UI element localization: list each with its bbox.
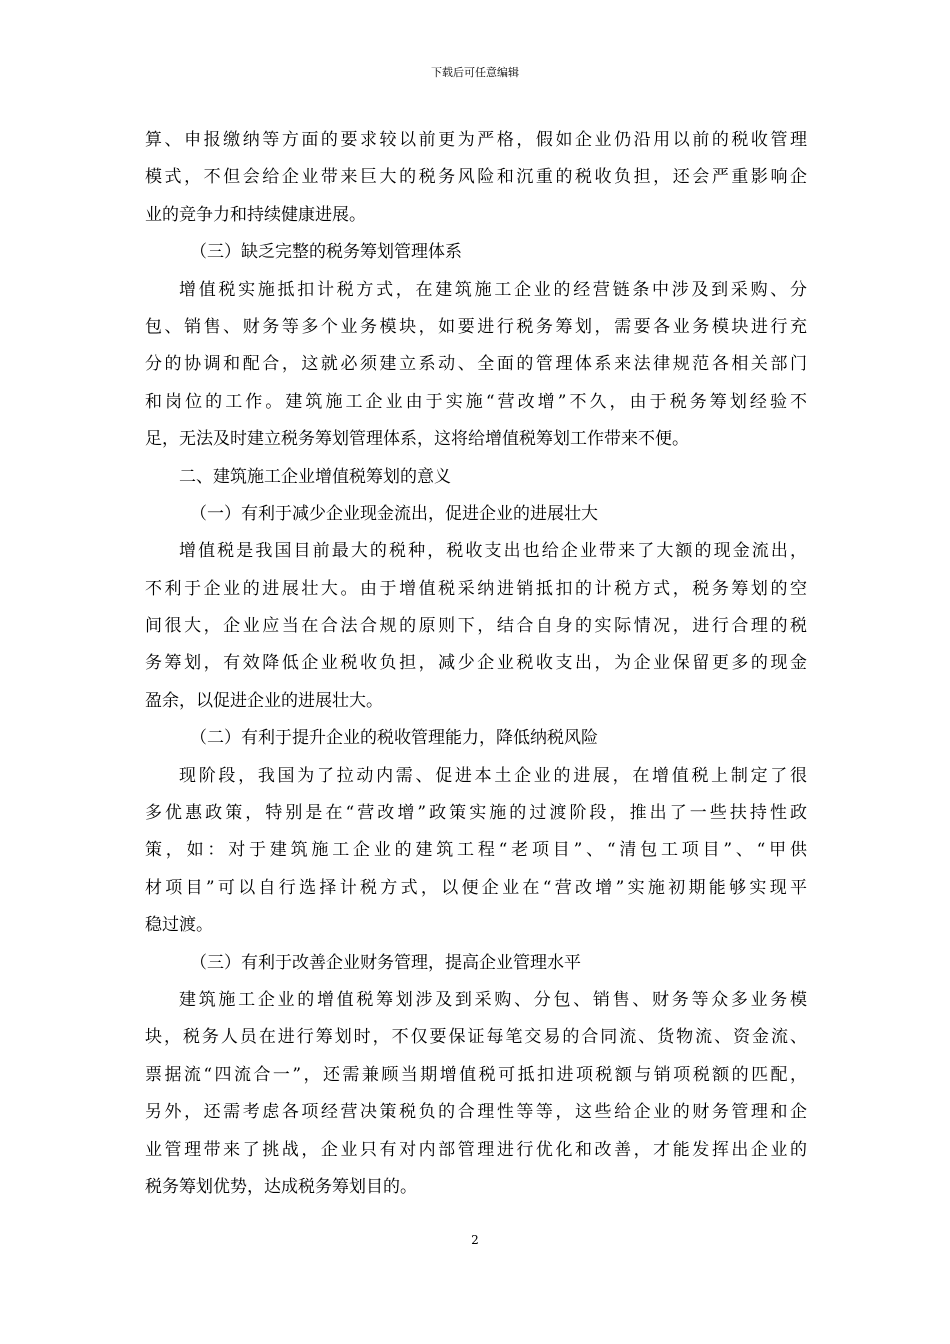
section-heading: 二、建筑施工企业增值税筹划的意义 [179, 466, 451, 487]
body-text-line: 建筑施工企业的增值税筹划涉及到采购、分包、销售、财务等众多业务模 [179, 989, 807, 1010]
body-text-line: 务筹划，有效降低企业税收负担，减少企业税收支出，为企业保留更多的现金 [145, 653, 807, 674]
body-text-line: 包、销售、财务等多个业务模块，如要进行税务筹划，需要各业务模块进行充 [145, 316, 807, 337]
body-text-line: 间很大，企业应当在合法合规的原则下，结合自身的实际情况，进行合理的税 [145, 616, 807, 637]
body-text-line: 税务筹划优势，达成税务筹划目的。 [145, 1176, 417, 1197]
body-text-line: 业管理带来了挑战，企业只有对内部管理进行优化和改善，才能发挥出企业的 [145, 1139, 807, 1160]
body-text-line: 业的竞争力和持续健康进展。 [145, 204, 366, 225]
section-heading: （三）缺乏完整的税务筹划管理体系 [190, 242, 462, 263]
document-body [145, 122, 807, 1206]
body-text-line: 模式，不但会给企业带来巨大的税务风险和沉重的税收负担，还会严重影响企 [145, 167, 807, 188]
body-text-line: 现阶段，我国为了拉动内需、促进本土企业的进展，在增值税上制定了很 [179, 765, 807, 786]
section-heading: （二）有利于提升企业的税收管理能力，降低纳税风险 [190, 728, 598, 749]
body-text-line: 和岗位的工作。建筑施工企业由于实施“营改增”不久，由于税务筹划经验不 [145, 391, 807, 412]
body-text-line: 增值税是我国目前最大的税种，税收支出也给企业带来了大额的现金流出， [179, 541, 807, 562]
body-text-line: 算、申报缴纳等方面的要求较以前更为严格，假如企业仍沿用以前的税收管理 [145, 130, 807, 150]
section-heading: （一）有利于减少企业现金流出，促进企业的进展壮大 [190, 503, 598, 524]
body-text-line: 增值税实施抵扣计税方式，在建筑施工企业的经营链条中涉及到采购、分 [179, 279, 807, 300]
body-text-line: 足，无法及时建立税务筹划管理体系，这将给增值税筹划工作带来不便。 [145, 429, 689, 450]
body-text-line: 材项目”可以自行选择计税方式，以便企业在“营改增”实施初期能够实现平 [145, 877, 807, 898]
body-text-line: 盈余，以促进企业的进展壮大。 [145, 690, 383, 711]
body-text-line: 另外，还需考虑各项经营决策税负的合理性等等，这些给企业的财务管理和企 [145, 1102, 807, 1123]
page-header: 下载后可任意编辑 [431, 66, 519, 79]
page-number: 2 [471, 1233, 479, 1247]
body-text-line: 多优惠政策，特别是在“营改增”政策实施的过渡阶段，推出了一些扶持性政 [145, 803, 807, 824]
body-text-line: 策，如：对于建筑施工企业的建筑工程“老项目”、“清包工项目”、“甲供 [145, 840, 807, 861]
section-heading: （三）有利于改善企业财务管理，提高企业管理水平 [190, 952, 581, 973]
body-text-line: 票据流“四流合一”，还需兼顾当期增值税可抵扣进项税额与销项税额的匹配， [145, 1064, 807, 1085]
body-text-line: 稳过渡。 [145, 915, 213, 936]
body-text-line: 不利于企业的进展壮大。由于增值税采纳进销抵扣的计税方式，税务筹划的空 [145, 578, 807, 599]
body-text-line: 块，税务人员在进行筹划时，不仅要保证每笔交易的合同流、货物流、资金流、 [145, 1027, 807, 1048]
body-text-line: 分的协调和配合，这就必须建立系动、全面的管理体系来法律规范各相关部门 [145, 354, 807, 375]
